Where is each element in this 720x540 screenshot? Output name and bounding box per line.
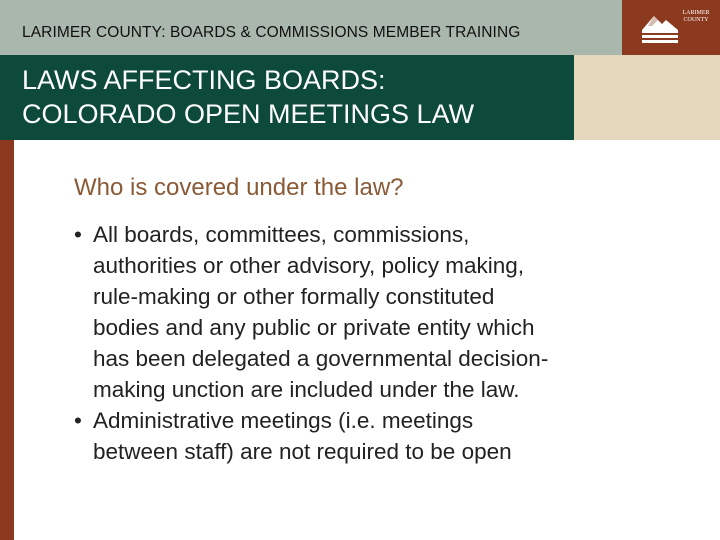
bullet-line: making unction are included under the law. [93, 377, 520, 402]
bullet-mark: • [74, 222, 82, 247]
logo-wordmark [682, 10, 710, 24]
decorative-tan-block [574, 55, 720, 140]
mountain-logo-icon [640, 8, 680, 46]
banner-text: LARIMER COUNTY: BOARDS & COMMISSIONS MEMBER TRAINING [22, 24, 521, 41]
bullet-item [74, 405, 674, 467]
decorative-left-stripe [0, 140, 14, 540]
slide-title [0, 55, 574, 140]
bullet-line: Administrative meetings (i.e. meetings [93, 408, 474, 433]
title-line-2: COLORADO OPEN MEETINGS LAW [22, 99, 475, 129]
logo-text-line2: COUNTY [683, 17, 709, 23]
logo-text-line1: LARIMER [682, 10, 710, 16]
bullet-line: All boards, committees, commissions, [93, 222, 470, 247]
bullet-line: bodies and any public or private entity which [93, 315, 535, 340]
header-banner [0, 0, 622, 55]
county-logo [622, 0, 720, 55]
bullet-item [74, 219, 674, 405]
bullet-line: between staff) are not required to be open [93, 439, 512, 464]
bullet-list [74, 219, 674, 467]
bullet-line: has been delegated a governmental decision- [93, 346, 549, 371]
bullet-mark: • [74, 408, 82, 433]
subheading: Who is covered under the law? [74, 174, 404, 201]
title-line-1: LAWS AFFECTING BOARDS: [22, 65, 386, 95]
bullet-line: rule-making or other formally constituted [93, 284, 495, 309]
bullet-line: authorities or other advisory, policy making, [93, 253, 525, 278]
